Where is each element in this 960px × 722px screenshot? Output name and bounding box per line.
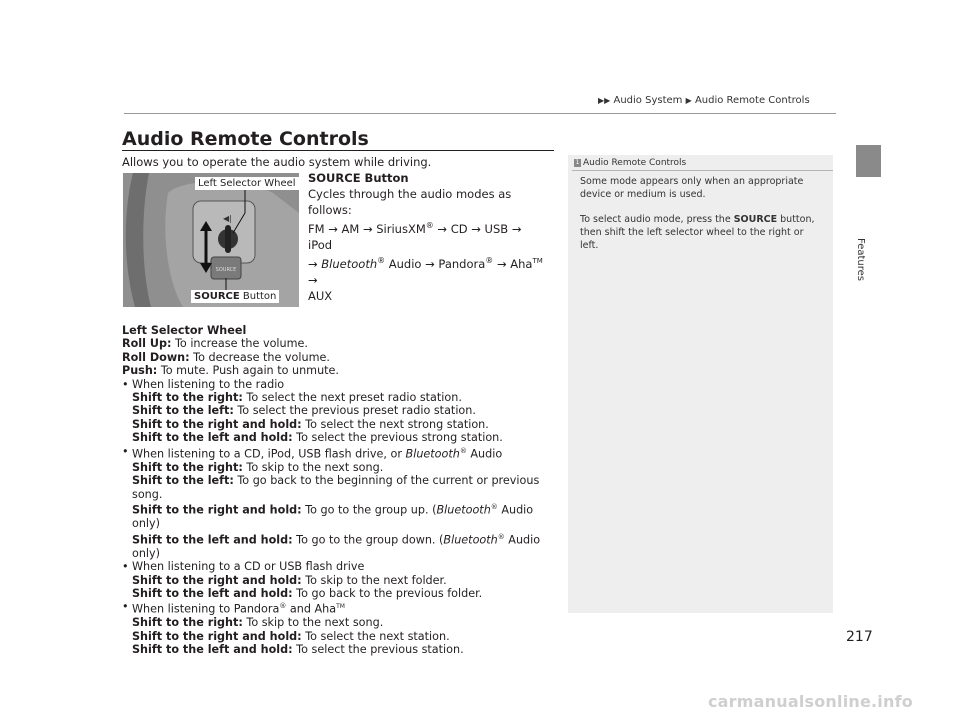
bluetooth-italic: Bluetooth xyxy=(436,503,491,517)
note-p2-bold: SOURCE xyxy=(733,214,778,225)
intro-text: Allows you to operate the audio system while driving. xyxy=(122,155,432,169)
arrow-icon: → xyxy=(362,221,373,236)
bullet-cd-intro-end: Audio xyxy=(466,447,503,461)
breadcrumb-arrow-icon: ▶▶ xyxy=(598,96,611,105)
header-divider xyxy=(124,113,836,114)
bullet-icon: • xyxy=(122,444,129,458)
instruction-line xyxy=(122,391,562,404)
mode-ipod: iPod xyxy=(308,237,333,252)
steering-controls-drawing xyxy=(123,173,299,307)
mode-bluetooth: Bluetooth xyxy=(321,256,378,271)
watermark: carmanualsonline.info xyxy=(708,692,913,711)
notes-heading-text: Audio Remote Controls xyxy=(583,158,687,168)
instruction-label: Shift to the left and hold: xyxy=(132,533,293,547)
instruction-line xyxy=(122,616,562,629)
breadcrumb-level1[interactable]: Audio System xyxy=(613,95,683,106)
instruction-text: To skip to the next song. xyxy=(242,616,384,630)
breadcrumb-arrow-icon: ▶ xyxy=(685,96,692,105)
mode-bluetooth-audio: Audio xyxy=(385,256,422,271)
mode-usb: USB xyxy=(484,221,509,236)
title-underline xyxy=(122,150,554,151)
callout-source-bold: SOURCE xyxy=(194,291,240,302)
instruction-line xyxy=(122,630,562,643)
arrow-icon: → xyxy=(308,256,318,271)
instruction-text: To go back to the beginning of the current or previous song. xyxy=(132,474,540,501)
page-title: Audio Remote Controls xyxy=(122,128,369,150)
bullet-icon: • xyxy=(122,560,129,574)
notes-panel xyxy=(568,155,833,613)
instruction-label: Shift to the right and hold: xyxy=(132,503,302,517)
bluetooth-italic: Bluetooth xyxy=(405,447,460,461)
svg-text:◀|: ◀| xyxy=(223,214,232,223)
trademark-mark: TM xyxy=(532,256,543,265)
instruction-text: To go to the group up. ( xyxy=(301,503,437,517)
section-tab-marker xyxy=(856,145,881,177)
breadcrumb-level2[interactable]: Audio Remote Controls xyxy=(694,95,810,106)
trademark-mark: TM xyxy=(336,603,345,611)
arrow-icon: → xyxy=(471,221,481,236)
section-tab-label: Features xyxy=(855,238,866,281)
instruction-line xyxy=(122,501,562,531)
instruction-line xyxy=(122,431,562,444)
source-cycle-text: Cycles through the audio modes as follows: xyxy=(308,187,512,217)
source-button-heading: SOURCE Button xyxy=(308,171,409,185)
note-paragraph-2 xyxy=(580,213,820,252)
bullet-cd-usb xyxy=(122,560,562,573)
breadcrumb xyxy=(598,95,810,106)
registered-mark: ® xyxy=(377,255,386,265)
instruction-label: Shift to the right and hold: xyxy=(132,417,302,431)
push-text: To mute. Push again to unmute. xyxy=(157,364,339,378)
registered-mark: ® xyxy=(485,255,494,265)
mode-am: AM xyxy=(341,221,360,236)
instruction-text: To select the previous strong station. xyxy=(292,431,503,445)
instruction-line xyxy=(122,474,562,501)
roll-up-text: To increase the volume. xyxy=(171,337,308,351)
arrow-icon: → xyxy=(425,256,435,271)
instruction-label: Shift to the right: xyxy=(132,616,243,630)
instruction-text-end: Audio only) xyxy=(132,533,541,560)
mode-cd: CD xyxy=(450,221,468,236)
roll-down-label: Roll Down: xyxy=(122,350,190,364)
instruction-line xyxy=(122,587,562,600)
instruction-line xyxy=(122,461,562,474)
instruction-label: Shift to the left and hold: xyxy=(132,643,293,657)
registered-mark: ® xyxy=(425,221,434,230)
note-paragraph-1: Some mode appears only when an appropriate device or medium is used. xyxy=(580,176,804,200)
instruction-line xyxy=(122,643,562,656)
instruction-label: Shift to the right: xyxy=(132,391,243,405)
steering-wheel-illustration xyxy=(123,173,299,307)
callout-left-selector-wheel: Left Selector Wheel xyxy=(195,177,299,190)
wheel-heading: Left Selector Wheel xyxy=(122,324,247,337)
instruction-text: To skip to the next folder. xyxy=(301,573,447,587)
instruction-line xyxy=(122,404,562,417)
instruction-line xyxy=(122,531,562,561)
registered-mark: ® xyxy=(459,446,467,455)
note-p2-text: To select audio mode, press the xyxy=(580,214,734,225)
push-label: Push: xyxy=(122,364,158,378)
instruction-line xyxy=(122,574,562,587)
push-line xyxy=(122,364,562,377)
note-p2-text-end: button, then shift the left selector wheel to the right or left. xyxy=(580,214,815,251)
svg-text:SOURCE: SOURCE xyxy=(215,267,237,273)
roll-down-text: To decrease the volume. xyxy=(189,350,330,364)
mode-aha: Aha xyxy=(510,256,533,271)
bullet-icon: • xyxy=(122,377,129,391)
notes-heading xyxy=(574,158,686,168)
instruction-label: Shift to the right and hold: xyxy=(132,629,302,643)
bullet-icon: • xyxy=(122,600,129,614)
instruction-label: Shift to the left and hold: xyxy=(132,431,293,445)
instruction-label: Shift to the right: xyxy=(132,460,243,474)
instruction-label: Shift to the left and hold: xyxy=(132,586,293,600)
wheel-instructions xyxy=(122,324,562,657)
instruction-label: Shift to the left: xyxy=(132,474,234,488)
mode-siriusxm: SiriusXM xyxy=(376,221,426,236)
instruction-label: Shift to the right and hold: xyxy=(132,573,302,587)
mode-pandora: Pandora xyxy=(438,256,486,271)
instruction-text: To go back to the previous folder. xyxy=(292,586,483,600)
instruction-text: To select the previous preset radio station. xyxy=(233,404,476,418)
bluetooth-italic: Bluetooth xyxy=(443,533,498,547)
instruction-text: To skip to the next song. xyxy=(242,460,384,474)
source-button-description xyxy=(308,186,548,304)
bullet-cd-intro: When listening to a CD, iPod, USB flash drive, or xyxy=(132,447,406,461)
bullet-radio xyxy=(122,378,562,391)
callout-source-rest: Button xyxy=(239,291,277,302)
bullet-cd-ipod xyxy=(122,445,562,461)
registered-mark: ® xyxy=(279,602,287,611)
arrow-icon: → xyxy=(328,221,338,236)
arrow-icon: → xyxy=(496,256,507,271)
instruction-text: To select the next preset radio station. xyxy=(242,391,462,405)
registered-mark: ® xyxy=(490,503,498,512)
instruction-line xyxy=(122,418,562,431)
instruction-label: Shift to the left: xyxy=(132,404,234,418)
instruction-text: To select the previous station. xyxy=(292,643,464,657)
roll-up-line xyxy=(122,337,562,350)
mode-aux: AUX xyxy=(308,288,333,303)
instruction-text-end: Audio only) xyxy=(132,503,534,531)
registered-mark: ® xyxy=(497,532,505,541)
bullet-radio-intro: When listening to the radio xyxy=(132,377,285,391)
notes-divider xyxy=(572,170,833,171)
arrow-icon: → xyxy=(511,221,522,236)
instruction-text: To select the next station. xyxy=(301,629,450,643)
bullet-pandora-aha xyxy=(122,600,562,616)
roll-down-line xyxy=(122,351,562,364)
roll-up-label: Roll Up: xyxy=(122,337,172,351)
instruction-text: To select the next strong station. xyxy=(301,417,489,431)
arrow-icon: → xyxy=(308,272,318,287)
note-number-icon: 1 xyxy=(575,158,580,166)
mode-fm: FM xyxy=(308,221,325,236)
arrow-icon: → xyxy=(437,221,448,236)
bullet-cd-usb-intro: When listening to a CD or USB flash drive xyxy=(132,560,365,574)
page-number: 217 xyxy=(846,629,873,645)
instruction-text: To go to the group down. ( xyxy=(292,533,444,547)
callout-source-button xyxy=(191,290,279,303)
bullet-pandora-intro: When listening to Pandora xyxy=(132,603,280,617)
bullet-aha-intro: and Aha xyxy=(286,603,337,617)
